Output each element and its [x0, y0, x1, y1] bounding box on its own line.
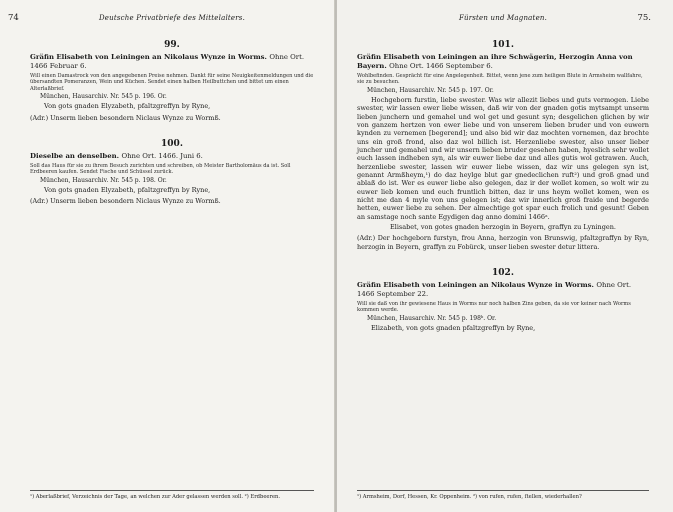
letter-102 — [357, 268, 649, 332]
right-running-head — [357, 12, 649, 24]
heading-text: Dieselbe an denselben. — [30, 151, 120, 160]
letter-source: München, Hausarchiv. Nr. 545 p. 198. Or. — [40, 176, 167, 184]
left-footnotes: ¹) Aberlaßbrief, Verzeichnis der Tage, an welchen zur Ader gelassen werden soll. ²) Erdbeeren. — [30, 490, 314, 501]
heading-date: Ohne Ort. 1466. Juni 6. — [121, 151, 203, 160]
heading-date: Ohne Ort. 1466 September 22. — [357, 280, 632, 298]
letter-signature: Elisabet, von gotes gnaden herzogin in Beyern, graffyn zu Lyningen. — [390, 222, 616, 231]
letter-number: 101. — [492, 40, 514, 50]
left-page — [0, 0, 336, 512]
letter-body — [357, 324, 649, 332]
letter-line: Elizabeth, von gots gnaden pfaltzgreffyn by Ryne, — [371, 323, 536, 332]
letter-heading — [30, 152, 314, 161]
left-page-number: 74 — [8, 13, 19, 23]
letter-source: München, Hausarchiv. Nr. 545 p. 198ᵇ. Or. — [367, 314, 497, 322]
letter-line: Hochgeborn furstin, liebe swester. Was wir allezit liebes und guts vermogen. Liebe swester, wir lassen ewer liebe wissen, daß wir von der gnaden gotis mytsampt unserm lieben junchern und gemahel und wol get und gesunt syn; desgelichen glichen by wir von ganzem hertzen von ewer liebe und von unserem lieben bruder und von euwern kynden zu vernemen [begerend]; und also bid wir daz mochten vornemen, daz brochte uns ein groß frond, also daz wol billich ist. Herzenliebe swester, also unser lieber juncher und gemahel und wir unsern lieben bruder gesehen haben, hyeslich sehr wollet euch lassen indheben syn, als wir euwer liebe daz und alles gutis wol getrawen. Auch, herzenliebe swester, lassen wir euwer liebe wissen, daz wir uns gelegen syn ist, genannt Armßheym,¹) do daz heylge blut gar gnedeclichen ruft²) und groß gnad und ablaß do ist. Wer es euwer liebe also gelegen, daz ir der wollet komen, so wolt wir zu euwer lieb komen und euch fruntlich bitten, daz ir uns heym wollet komen, wen es nicht me dan 4 myle von uns gelegen ist; daz wir innerlich groß fraide und begerde hetten, euwer liebe zu sehen. Der almechtige got spar euch frolich und gesunt! Geben an samstage noch sante Egydigen dag anno domini 1466ᵃ. — [357, 95, 649, 221]
letter-99 — [30, 40, 314, 122]
letter-line: Von gots gnaden Elyzabeth, pfaltzgreffyn by Ryne, — [44, 185, 211, 194]
letter-number: 99. — [164, 40, 180, 50]
right-page-number: 75. — [637, 13, 651, 23]
letter-source: München, Hausarchiv. Nr. 545 p. 197. Or. — [367, 86, 494, 94]
letter-summary: Will sie daß von ihr gewiesene Haus in Worms nur noch halben Zins geben, da sie vor keiner nach Worms kommen werde. — [357, 300, 631, 314]
letter-heading — [357, 53, 649, 71]
left-running-title: Deutsche Privatbriefe des Mittelalters. — [98, 14, 246, 22]
letter-line: Von gots gnaden Elyzabeth, pfaltzgreffyn by Ryne, — [44, 102, 211, 111]
letter-source: München, Hausarchiv. Nr. 545 p. 196. Or. — [40, 93, 167, 101]
heading-text: Gräfin Elisabeth von Leiningen an Nikolaus Wynze in Worms. — [357, 280, 594, 289]
left-running-head — [8, 12, 314, 24]
letter-100 — [30, 139, 314, 205]
right-page — [337, 0, 673, 512]
letter-summary: Will einen Damastrock von den angegebenen Preise nehmen. Dankt für seine Neuigkeitenmeldungen und die übersandten Pomeranzen, Wein und Küchen. Sendet einen halben Heilbuttchen und bittet um einen Alterlaßbrief. — [30, 73, 314, 92]
letter-body — [30, 102, 314, 110]
letter-heading — [30, 53, 314, 71]
letter-address: (Adr.) Unserm lieben besondern Niclaus Wynze zu Wormß. — [30, 197, 221, 206]
letter-body — [357, 96, 649, 221]
heading-text: Gräfin Elisabeth von Leiningen an Nikolaus Wynze in Worms. — [30, 53, 267, 61]
heading-text: Gräfin Elisabeth von Leiningen an ihre Schwägerin, Herzogin Anna von Bayern. — [357, 53, 633, 70]
letter-heading — [357, 281, 649, 299]
right-running-title: Fürsten und Magnaten. — [458, 14, 548, 22]
letter-address: (Adr.) Unserm lieben besondern Niclaus Wynze zu Wormß. — [30, 113, 221, 122]
right-footnotes: ¹) Armsheim, Dorf, Hessen, Kr. Oppenheim. ²) von rufen, rufen, ſtellen, wiederhallen? — [357, 490, 649, 501]
letter-101 — [357, 40, 649, 251]
letter-summary: Wohlbefinden. Gesprächt für eine Angelegenheit. Bittet, wenn jene zum heiligen Blute in Armsheim wallfahre, sie zu besuchen. — [357, 73, 643, 86]
letter-number: 100. — [161, 138, 183, 149]
letter-address: (Adr.) Der hochgeborn furstyn, frou Anna, herzogin von Brunswig, pfaltzgraffyn by Ryn, herzogin in Beyern, graffyn zu Fobürck, unser lieben swester detur littera. — [357, 234, 649, 251]
letter-summary: Soll das Haus für sie zu ihrem Besuch zurichten und schreiben, ob Meister Bartholomäus da ist. Soll Erdbeeren kaufen. Sendet Fische und Schüssel zurück. — [30, 162, 291, 176]
letter-number: 102. — [492, 267, 514, 278]
heading-date: Ohne Ort. 1466 Februar 6. — [30, 53, 305, 70]
heading-date: Ohne Ort. 1466 September 6. — [389, 62, 493, 70]
letter-body — [30, 186, 314, 194]
